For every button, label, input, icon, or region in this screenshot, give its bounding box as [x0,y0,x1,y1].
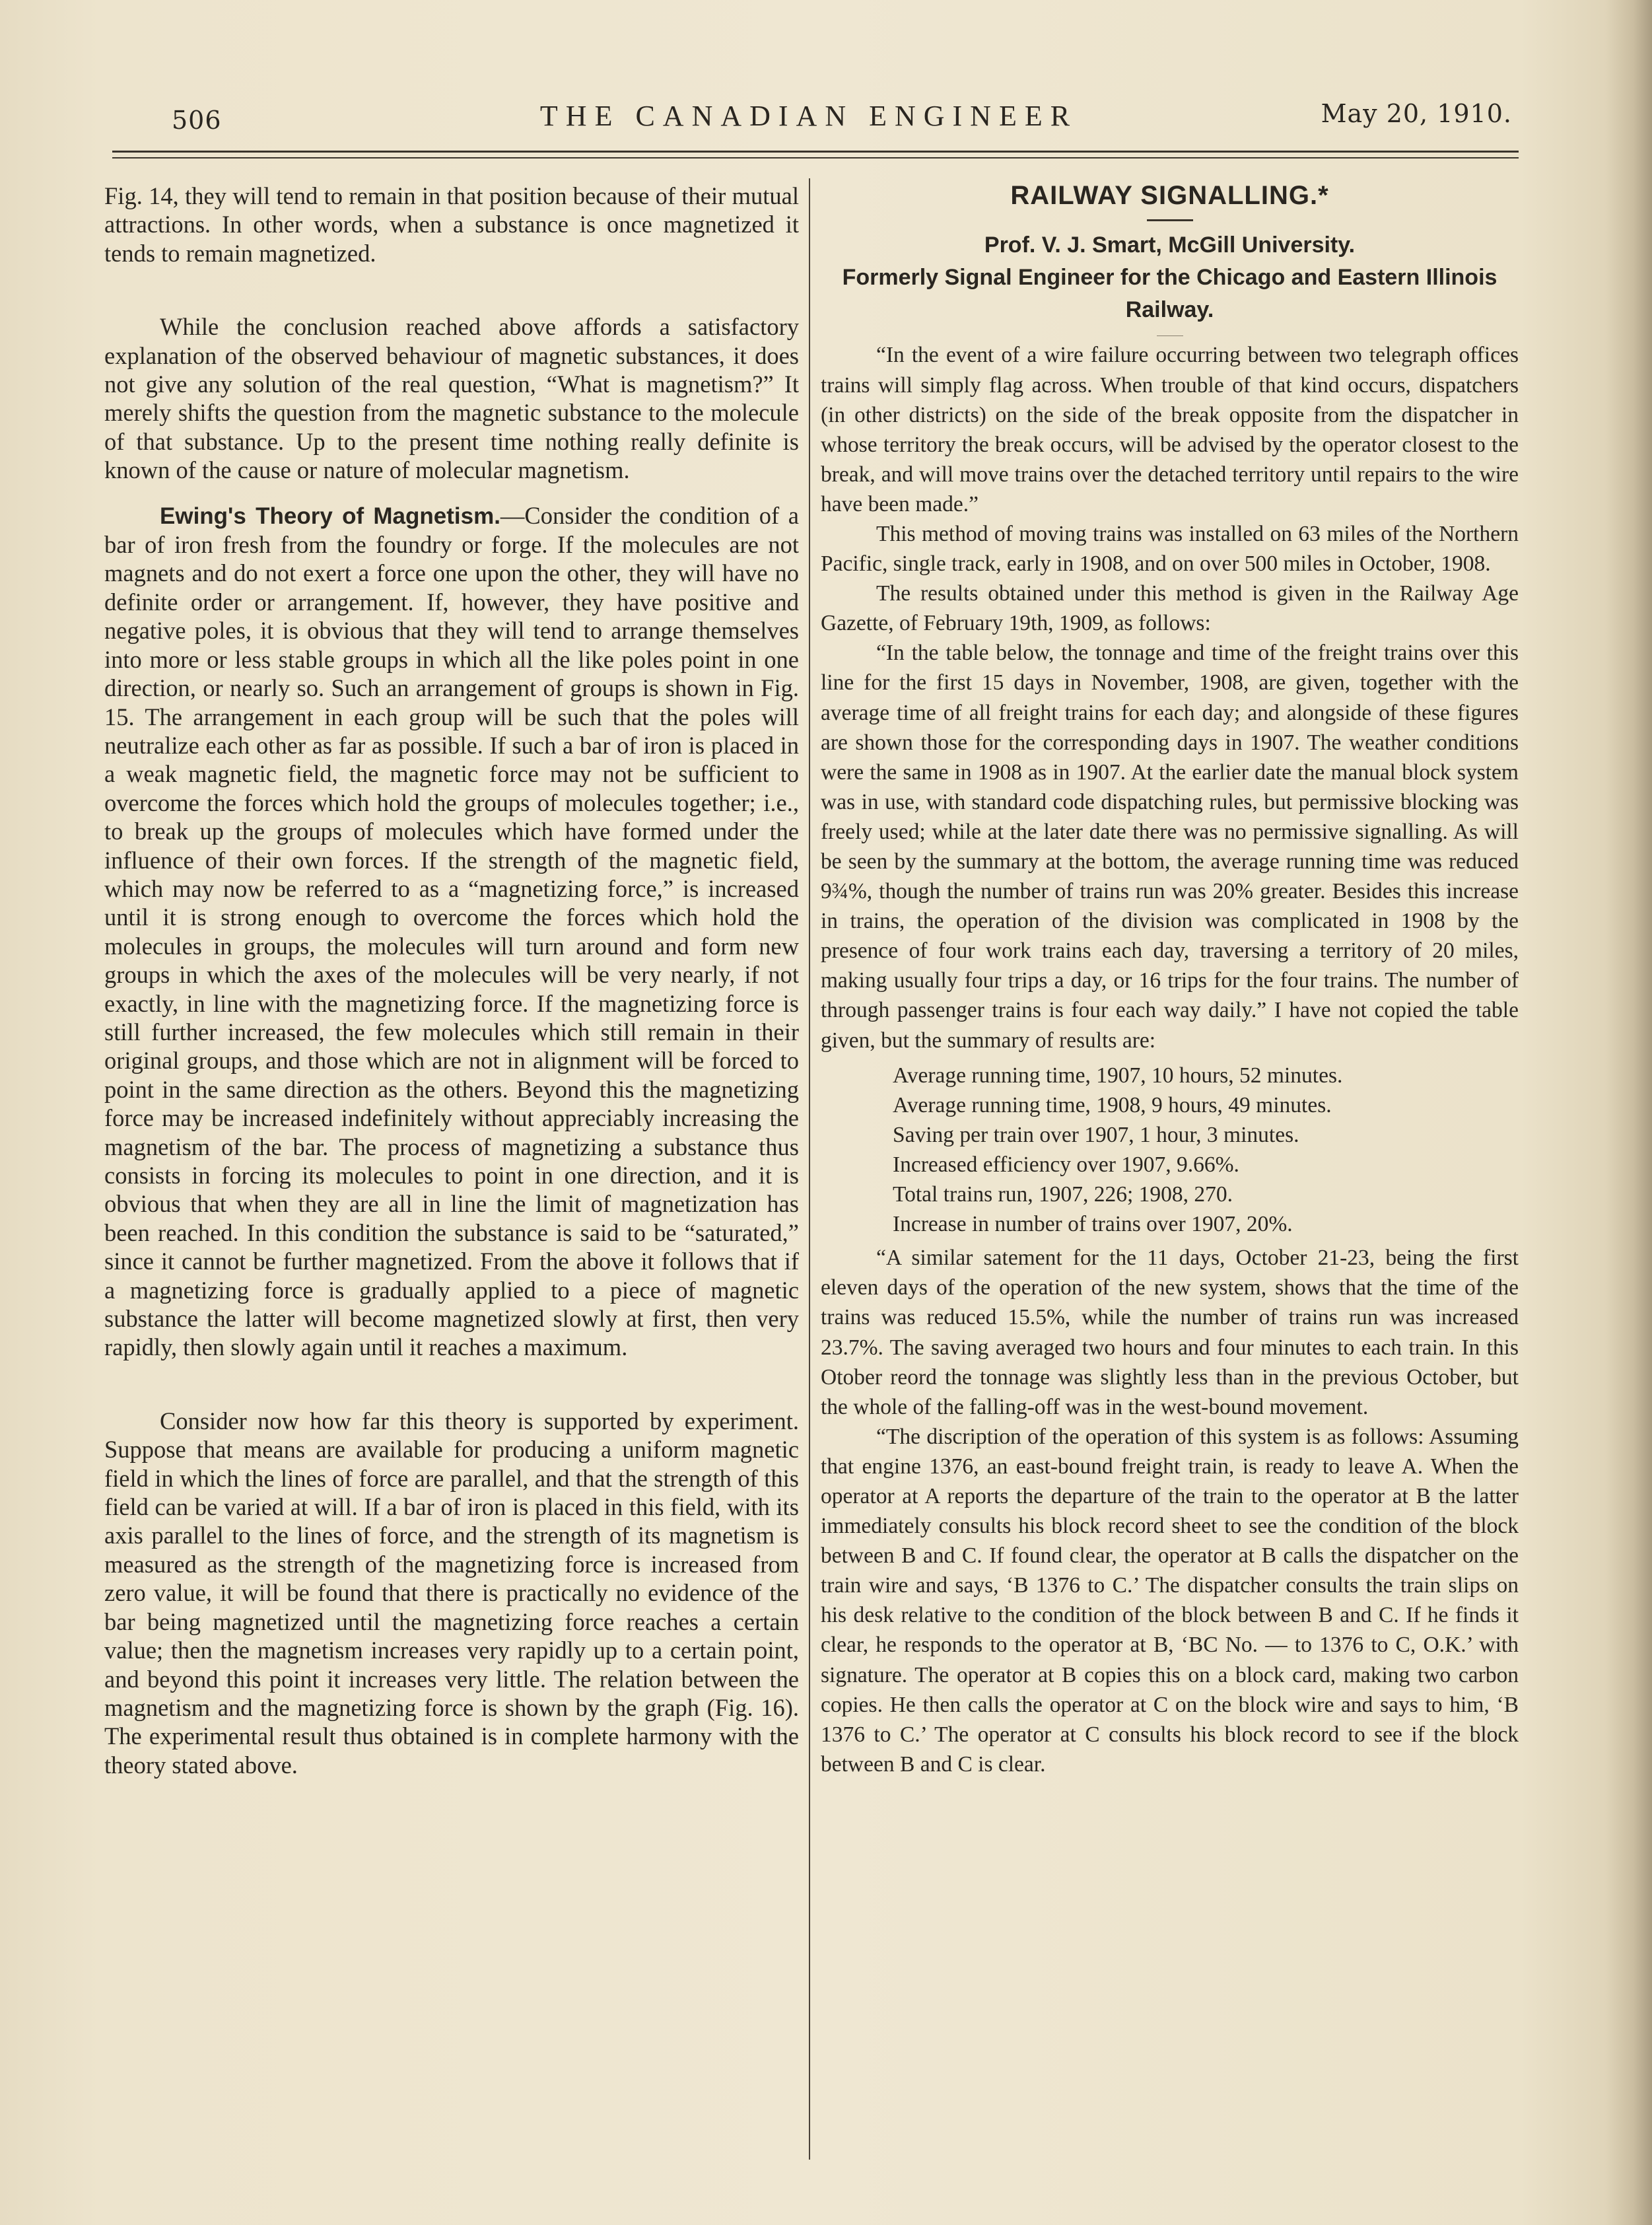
right-column [821,182,1519,1779]
summary-line: Average running time, 1908, 9 hours, 49 minutes. [893,1092,1332,1117]
column-divider [809,178,810,2160]
summary-line: Average running time, 1907, 10 hours, 52 minutes. [893,1063,1343,1088]
author-affiliation: Formerly Signal Engineer for the Chicago and Eastern Illinois Railway. [842,265,1497,323]
experiment-paragraph: Consider now how far this theory is supported by experiment. Suppose that means are available for producing a uniform magnetic field in which the lines of force are parallel, and that the strength of this field can be varied at will. If a bar of iron is placed in this field, with its axis parallel to the lines of force, and the strength of its magnetism is measured as the strength of the magnetizing force is increased from zero value, it will be found that there is practically no evidence of the bar being magnetized until the magnetizing force reaches a certain value; then the magnetism increases very rapidly up to a certain point, and beyond this point it increases very little. The relation between the magnetism and the magnetizing force is shown by the graph (Fig. 16). The experimental result thus obtained is in complete harmony with the theory stated above. [104,1407,799,1779]
page-spine-shadow [1606,0,1652,2225]
magnetism-paragraph-2: While the conclusion reached above affords a satisfactory explanation of the observed behaviour of magnetic substances, it does not give any solution of the real question, “What is magnetism?” It merely shifts the question from the magnetic substance to the molecule of that substance. Up to the present time nothing really definite is known of the cause or nature of molecular magnetism. [104,313,799,484]
ewing-theory-paragraph [104,501,799,1362]
signalling-paragraph-5: “A similar satement for the 11 days, October 21-23, being the first eleven days of the operation of the new system, shows that the time of the trains was reduced 15.5%, while the number of trains run was increased 23.7%. The saving averaged two hours and four minutes to each train. In this Otober reord the tonnage was slightly less than in the previous October, but the whole of the falling-off was in the west-bound movement. [821,1246,1519,1419]
signalling-paragraph-4: “In the table below, the tonnage and time of the freight trains over this line for the first 15 days in November, 1908, are given, together with the average time of all freight trains for each day; and alongside of these figures are shown those for the corresponding days in 1907. The weather conditions were the same in 1908 as in 1907. At the earlier date the manual block system was in use, with standard code dispatching rules, but permissive blocking was freely used; while at the later date there was no permissive signalling. As will be seen by the summary at the bottom, the average running time was reduced 9¾%, though the number of trains run was 20% greater. Besides this increase in trains, the operation of the division was complicated in 1908 by the presence of four work trains each day, traversing a territory of 20 miles, making usually four trips a day, or 16 trips for the four trains. The number of through passenger trains is four each way daily.” I have not copied the table given, but the summary of results are: [821,641,1519,1053]
ewing-theory-text: —Consider the condition of a bar of iron fresh from the foundry or forge. If the molecules are not magnets and do not exert a force one upon the other, they will have no definite order or arrangement. If, however, they have positive and negative poles, it is obvious that they will tend to arrange themselves into more or less stable groups in which all the like poles point in one direction, or nearly so. Such an arrangement of groups is shown in Fig. 15. The arrangement in each group will be such that the poles will neutralize each other as far as possible. If such a bar of iron is placed in a weak magnetic field, the magnetic force may not be sufficient to overcome the forces which hold the groups of molecules together; i.e., to break up the groups of molecules which have formed under the influence of their own forces. If the strength of the magnetic field, which may now be referred to as a “magnetizing force,” is increased until it is strong enough to overcome the forces which hold the molecules in groups, the molecules will turn around and form new groups in which the axes of the molecules will be very nearly, if not exactly, in line with the magnetizing force. If the magnetizing force is still further increased, the few molecules which still remain in their original groups, and those which are not in alignment will be forced to point in the same direction as the others. Beyond this the magnetizing force may be increased indefinitely without appreciably increasing the magnetism of the bar. The process of magnetizing a substance thus consists in forcing its molecules to point in one direction, and it is obvious that when they are all in line the limit of magnetization has been reached. In this condition the substance is said to be “saturated,” since it cannot be further magnetized. From the above it follows that if a magnetizing force is gradually applied to a piece of magnetic substance the latter will become magnetized slowly at first, then very rapidly, then slowly again until it reaches a maximum. [104,501,799,1361]
journal-title: THE CANADIAN ENGINEER [539,100,1078,132]
header-rule-bottom [112,157,1519,159]
title-rule [1147,219,1193,221]
summary-line: Total trains run, 1907, 226; 1908, 270. [893,1182,1233,1207]
running-header [106,99,1512,145]
header-rule-top [112,151,1519,153]
results-summary [821,1061,1519,1240]
signalling-paragraph-2: This method of moving trains was installed on 63 miles of the Northern Pacific, single track, early in 1908, and on over 500 miles in October, 1908. [821,521,1519,577]
summary-line: Increase in number of trains over 1907, 20%. [893,1212,1293,1237]
page-number: 506 [172,106,222,135]
summary-line: Increased efficiency over 1907, 9.66%. [893,1152,1239,1177]
article-title: RAILWAY SIGNALLING.* [1010,181,1329,210]
signalling-paragraph-1: “In the event of a wire failure occurring between two telegraph offices trains will simply flag across. When trouble of that kind occurs, dispatchers (in other districts) on the side of the break opposite from the dispatcher in whose territory the break occurs, will be advised by the operator closest to the break, and will move trains over the detached territory until repairs to the wire have been made.” [821,343,1519,516]
author-line: Prof. V. J. Smart, McGill University. [984,232,1356,258]
summary-line: Saving per train over 1907, 1 hour, 3 minutes. [893,1122,1299,1147]
ewing-theory-heading: Ewing's Theory of Magnetism. [160,503,500,529]
signalling-paragraph-6: “The discription of the operation of this system is as follows: Assuming that engine 1376, an east-bound freight train, is ready to leave A. When the operator at A reports the departure of the train to the operator at B the latter immediately consults his block record sheet to see the condition of the block between B and C. If found clear, the operator at B calls the dispatcher on the train wire and says, ‘B 1376 to C.’ The dispatcher consults the train slips on his desk relative to the condition of the block between B and C. If he finds it clear, he responds to the operator at B, ‘BC No. — to 1376 to C, O.K.’ with signature. The operator at B copies this on a block card, making two carbon copies. He then calls the operator at C on the block wire and says to him, ‘B 1376 to C.’ The operator at C consults his block record to see if the block between B and C is clear. [821,1424,1519,1777]
signalling-paragraph-3: The results obtained under this method is given in the Railway Age Gazette, of February 19th, 1909, as follows: [821,581,1519,636]
issue-date: May 20, 1910. [1321,99,1512,128]
left-column [104,182,799,1779]
magnetism-paragraph-1: Fig. 14, they will tend to remain in that position because of their mutual attractions. In other words, when a substance is once magnetized it tends to remain magnetized. [104,182,799,267]
